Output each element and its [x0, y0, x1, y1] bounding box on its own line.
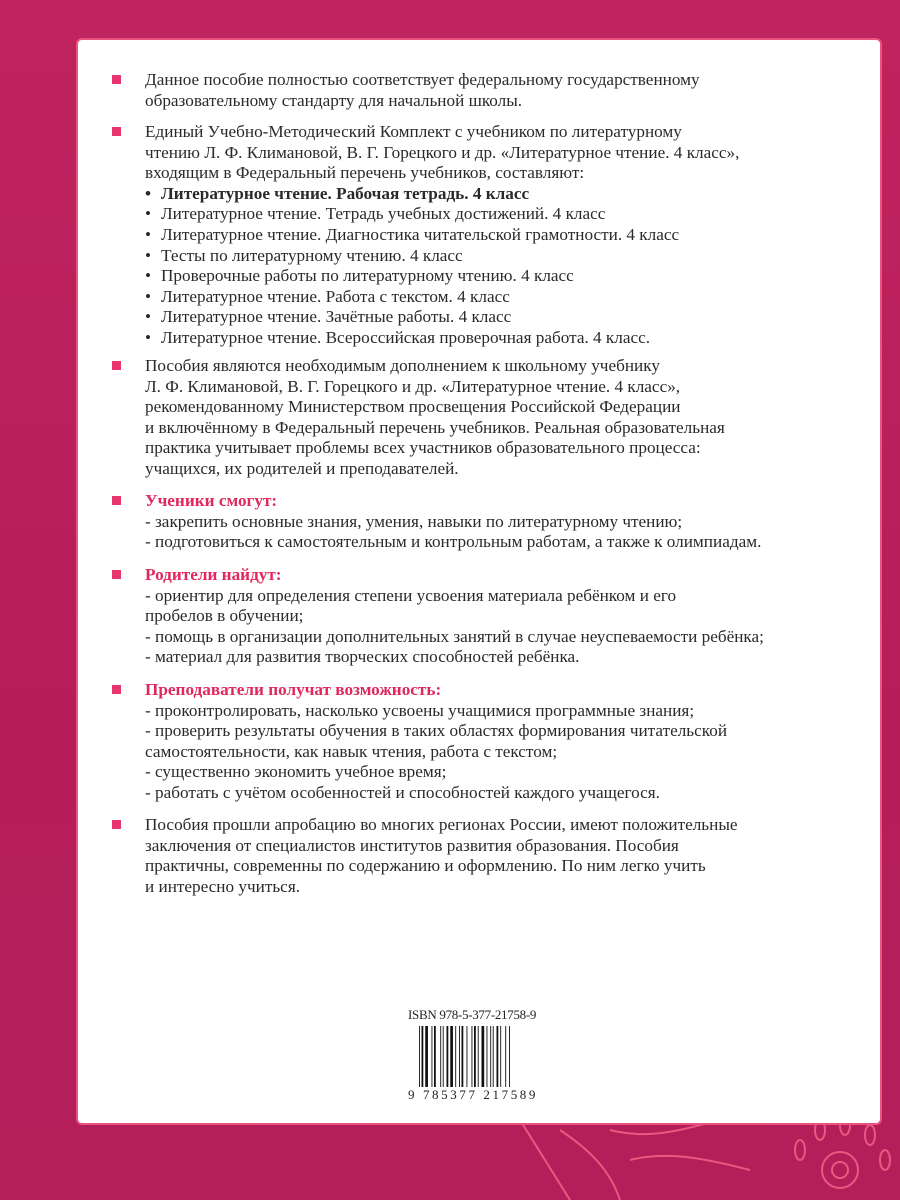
- text-line: и включённому в Федеральный перечень учебников. Реальная образовательная: [145, 417, 725, 437]
- text-line: - материал для развития творческих способностей ребёнка.: [145, 647, 580, 667]
- list-item: • Литературное чтение. Тетрадь учебных достижений. 4 класс: [145, 204, 845, 225]
- section-heading: Ученики смогут:: [145, 491, 278, 510]
- list-item: • Литературное чтение. Всероссийская проверочная работа. 4 класс.: [145, 328, 845, 349]
- text-line: Пособия являются необходимым дополнением к школьному учебнику: [145, 356, 660, 375]
- section-heading: Преподаватели получат возможность:: [145, 680, 442, 699]
- bullet-square-icon: [112, 75, 121, 84]
- list-item: • Литературное чтение. Зачётные работы. 4 класс: [145, 307, 845, 328]
- text-line: Пособия прошли апробацию во многих регионах России, имеют положительные: [145, 815, 738, 834]
- section-parents: [145, 565, 845, 668]
- section-standard: [145, 70, 845, 111]
- bullet-square-icon: [112, 496, 121, 505]
- text-line: - существенно экономить учебное время;: [145, 762, 447, 782]
- text-line: - проконтролировать, насколько усвоены учащимися программные знания;: [145, 700, 695, 720]
- bullet-square-icon: [112, 820, 121, 829]
- text-line: входящим в Федеральный перечень учебников, составляют:: [145, 163, 585, 183]
- list-item: • Тесты по литературному чтению. 4 класс: [145, 246, 845, 267]
- bullet-square-icon: [112, 127, 121, 136]
- barcode-number: 9 785377 217589: [408, 1087, 538, 1102]
- text-line: - помощь в организации дополнительных занятий в случае неуспеваемости ребёнка;: [145, 626, 764, 646]
- section-heading: Родители найдут:: [145, 565, 282, 584]
- bullet-square-icon: [112, 361, 121, 370]
- text-line: - проверить результаты обучения в таких областях формирования читательской: [145, 721, 728, 741]
- section-approval: [145, 815, 845, 897]
- isbn-label: ISBN 978-5-377-21758-9: [408, 1007, 537, 1022]
- list-item: • Проверочные работы по литературному чтению. 4 класс: [145, 266, 845, 287]
- text-line: заключения от специалистов институтов развития образования. Пособия: [145, 835, 679, 855]
- text-line: пробелов в обучении;: [145, 606, 304, 626]
- section-students: [145, 491, 845, 553]
- text-line: практика учитывает проблемы всех участников образовательного процесса:: [145, 438, 701, 458]
- bullet-square-icon: [112, 685, 121, 694]
- text-line: учащихся, их родителей и преподавателей.: [145, 458, 459, 478]
- section-umk: [145, 122, 845, 349]
- text-line: рекомендованному Министерством просвещения Российской Федерации: [145, 397, 681, 417]
- text-line: практичны, современны по содержанию и оформлению. По ним легко учить: [145, 856, 706, 876]
- list-item: • Литературное чтение. Работа с текстом. 4 класс: [145, 287, 845, 308]
- text-line: - ориентир для определения степени усвоения материала ребёнком и его: [145, 585, 677, 605]
- text-line: и интересно учиться.: [145, 876, 301, 896]
- text-line: Л. Ф. Климановой, В. Г. Горецкого и др. «Литературное чтение. 4 класс»,: [145, 376, 681, 396]
- section-teachers: [145, 680, 845, 804]
- list-item-current-book: • Литературное чтение. Рабочая тетрадь. 4 класс: [145, 184, 845, 205]
- text-line: - закрепить основные знания, умения, навыки по литературному чтению;: [145, 511, 683, 531]
- list-item: • Литературное чтение. Диагностика читательской грамотности. 4 класс: [145, 225, 845, 246]
- text-line: Единый Учебно-Методический Комплект с учебником по литературному: [145, 122, 682, 141]
- text-line: Данное пособие полностью соответствует федеральному государственному: [145, 70, 700, 89]
- text-line: образовательному стандарту для начальной школы.: [145, 90, 523, 110]
- section-supplement: [145, 356, 845, 480]
- bullet-square-icon: [112, 570, 121, 579]
- text-line: - подготовиться к самостоятельным и контрольным работам, а также к олимпиадам.: [145, 532, 762, 552]
- text-line: самостоятельности, как навык чтения, работа с текстом;: [145, 741, 558, 761]
- text-line: чтению Л. Ф. Климановой, В. Г. Горецкого и др. «Литературное чтение. 4 класс»,: [145, 142, 740, 162]
- text-line: - работать с учётом особенностей и способностей каждого учащегося.: [145, 782, 660, 802]
